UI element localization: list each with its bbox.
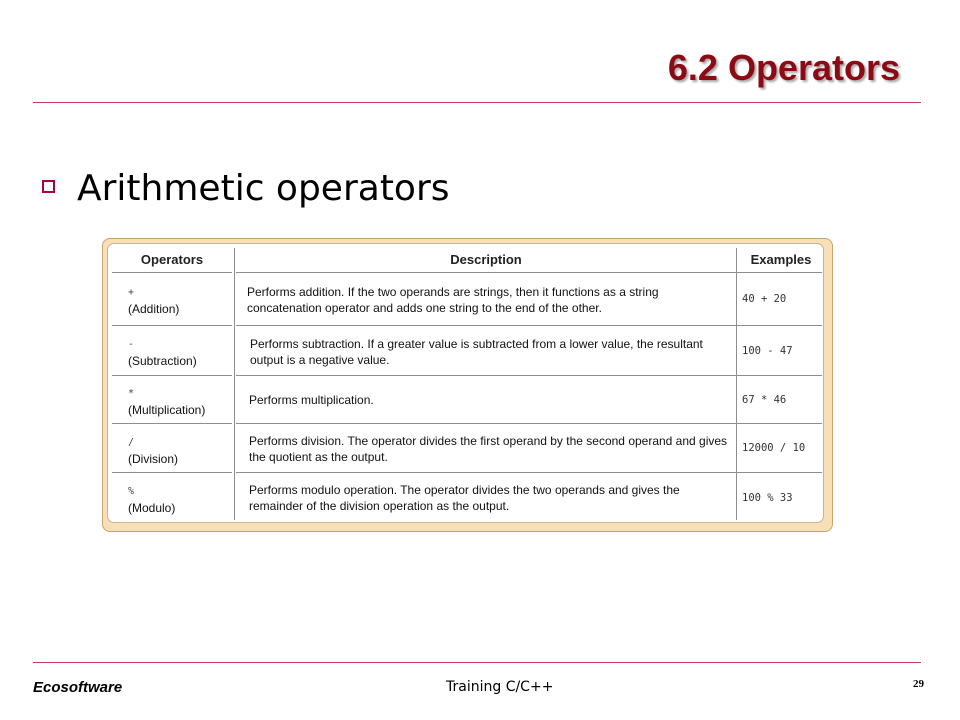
operator-symbol: % bbox=[128, 486, 135, 497]
operator-description: Performs division. The operator divides the first operand by the second operand and gives the quotient as the output. bbox=[249, 434, 728, 464]
operator-description: Performs multiplication. bbox=[249, 393, 374, 407]
column-divider bbox=[234, 248, 235, 520]
header-operators: Operators bbox=[140, 252, 204, 267]
row-divider bbox=[236, 375, 822, 376]
footer-brand: Ecosoftware bbox=[33, 679, 123, 696]
page-number: 29 bbox=[913, 678, 924, 690]
operator-example: 12000 / 10 bbox=[742, 442, 806, 454]
operator-cell bbox=[128, 434, 178, 468]
operator-cell bbox=[128, 483, 175, 517]
row-divider bbox=[236, 325, 822, 326]
bullet-square-icon bbox=[42, 180, 55, 193]
row-divider bbox=[236, 423, 822, 424]
operator-symbol: + bbox=[128, 287, 135, 298]
operator-name: (Subtraction) bbox=[128, 354, 197, 368]
bottom-divider bbox=[33, 662, 921, 663]
operator-example: 100 - 47 bbox=[742, 345, 793, 357]
operator-name: (Addition) bbox=[128, 302, 180, 316]
row-divider bbox=[112, 375, 232, 376]
operator-example: 67 * 46 bbox=[742, 394, 787, 406]
operator-description: Performs addition. If the two operands are strings, then it functions as a string concatenation operator and adds one string to the end of the other. bbox=[247, 285, 659, 315]
header-description: Description bbox=[450, 252, 522, 267]
operator-symbol: / bbox=[128, 437, 135, 448]
top-divider bbox=[33, 102, 921, 103]
operator-cell bbox=[128, 385, 205, 419]
row-divider bbox=[112, 472, 232, 473]
operator-cell bbox=[128, 336, 197, 370]
operator-symbol: * bbox=[128, 388, 135, 399]
slide-title: 6.2 Operators bbox=[667, 47, 900, 88]
bullet-heading: Arithmetic operators bbox=[77, 168, 450, 209]
operator-name: (Multiplication) bbox=[128, 403, 206, 417]
operator-cell bbox=[128, 284, 179, 318]
operator-symbol: - bbox=[128, 339, 135, 350]
row-divider bbox=[112, 423, 232, 424]
row-divider bbox=[236, 272, 822, 273]
operator-name: (Modulo) bbox=[128, 501, 176, 515]
row-divider bbox=[236, 472, 822, 473]
footer-course: Training C/C++ bbox=[446, 679, 554, 695]
operator-description: Performs modulo operation. The operator divides the two operands and gives the remainder of the division operation as the output. bbox=[249, 483, 680, 513]
operator-example: 100 % 33 bbox=[742, 492, 793, 504]
row-divider bbox=[112, 272, 232, 273]
header-examples: Examples bbox=[750, 252, 812, 267]
row-divider bbox=[112, 325, 232, 326]
operator-example: 40 + 20 bbox=[742, 293, 787, 305]
operator-name: (Division) bbox=[128, 452, 179, 466]
column-divider bbox=[736, 248, 737, 520]
operator-description: Performs subtraction. If a greater value is subtracted from a lower value, the resultant output is a negative value. bbox=[250, 337, 703, 367]
